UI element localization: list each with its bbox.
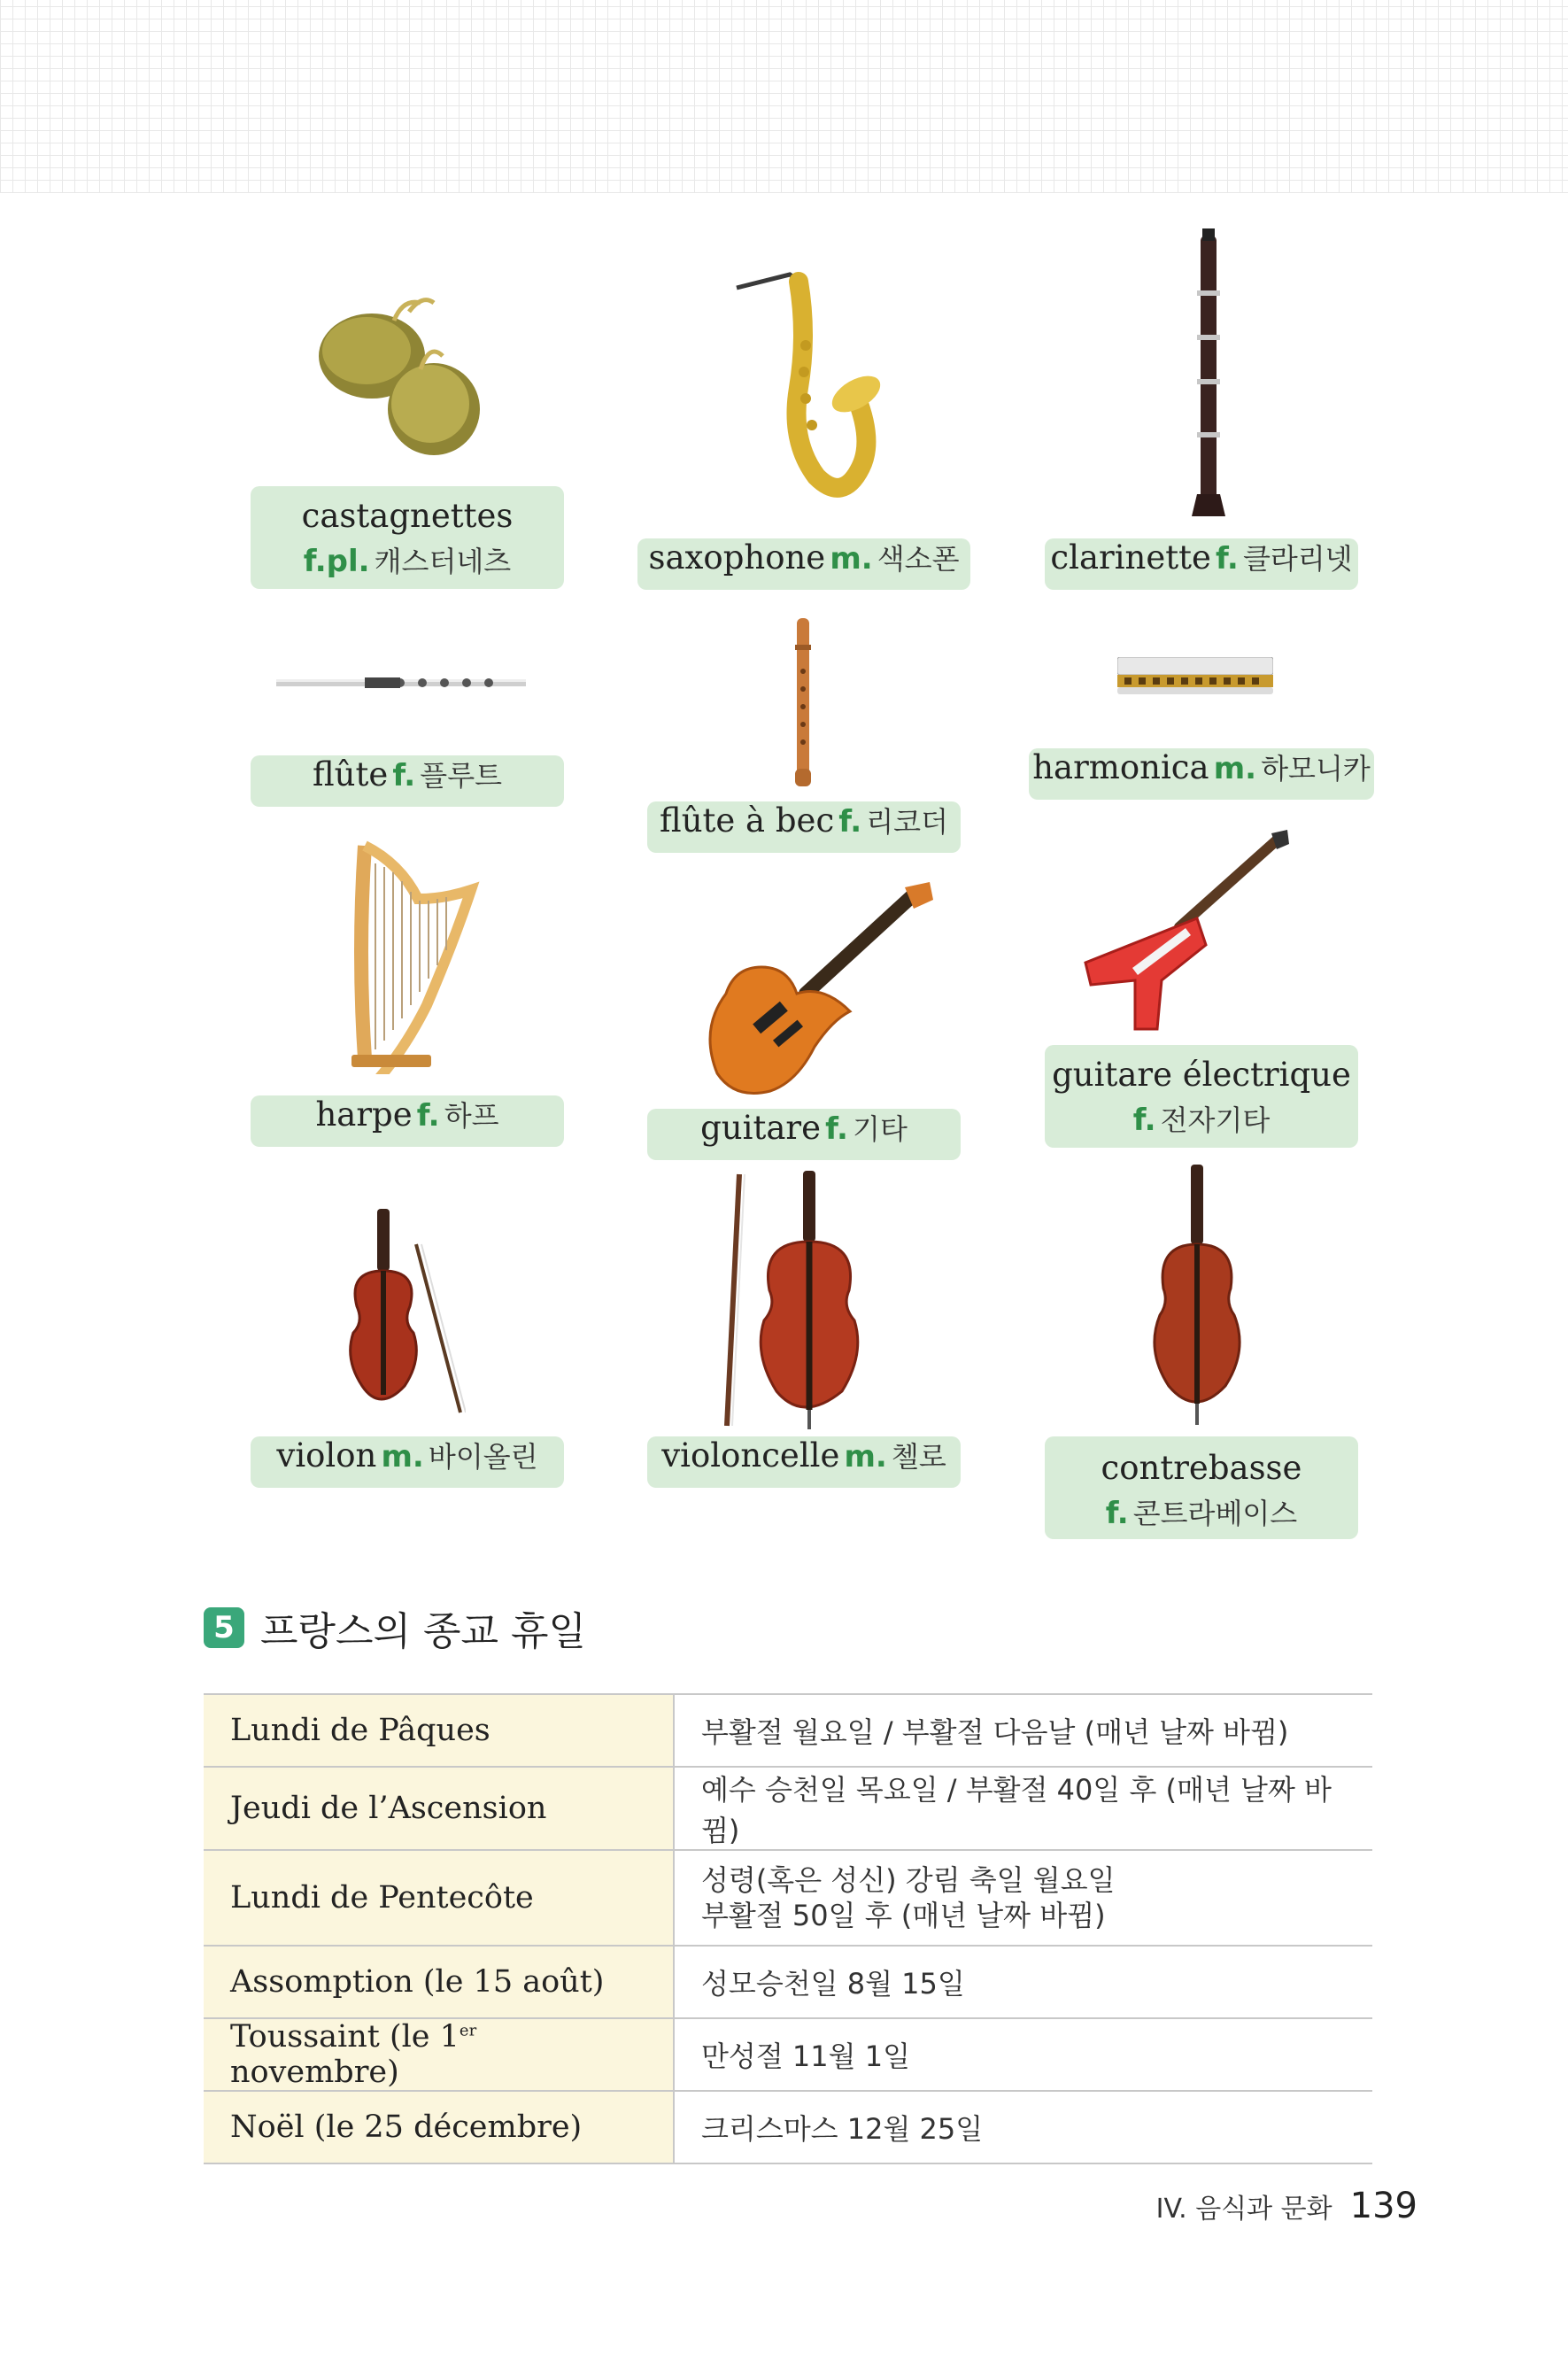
page-number: 139 [1349,2186,1417,2226]
contrabass-image [1147,1165,1249,1425]
harp-image [347,837,480,1074]
label-harmonica: harmonica m. 하모니카 [1029,748,1374,800]
table-row [204,1946,1372,2018]
holiday-korean: 예수 승천일 목요일 / 부활절 40일 후 (매년 날짜 바뀜) [674,1767,1372,1850]
page-footer [1156,2186,1417,2226]
holiday-french: Noël (le 25 décembre) [204,2091,674,2163]
guitar-image [699,879,935,1096]
holiday-french: Lundi de Pentecôte [204,1850,674,1946]
label-guitare: guitare f. 기타 [647,1109,961,1160]
label-castagnettes: castagnettes f.pl. 캐스터네츠 [251,486,564,589]
label-saxophone: saxophone m. 색소폰 [637,538,970,590]
holiday-french: Lundi de Pâques [204,1694,674,1767]
holiday-french: Assomption (le 15 août) [204,1946,674,2018]
section-number-badge: 5 [204,1607,244,1648]
table-row [204,1767,1372,1850]
table-row [204,2091,1372,2163]
table-row [204,1850,1372,1946]
holiday-french: Toussaint (le 1er novembre) [204,2018,674,2091]
saxophone-image [728,266,887,505]
holiday-korean: 부활절 월요일 / 부활절 다음날 (매년 날짜 바뀜) [674,1694,1372,1767]
harmonica-image [1117,657,1273,694]
header-grid-pattern [0,0,1568,193]
holiday-korean: 성령(혹은 성신) 강림 축일 월요일 부활절 50일 후 (매년 날짜 바뀜) [674,1850,1372,1946]
label-harpe: harpe f. 하프 [251,1095,564,1147]
violin-image [345,1209,466,1421]
section-title [204,1603,586,1653]
label-violoncelle: violoncelle m. 첼로 [647,1436,961,1488]
holidays-table [204,1693,1372,2164]
holiday-korean: 크리스마스 12월 25일 [674,2091,1372,2163]
label-clarinette: clarinette f. 클라리넷 [1045,538,1358,590]
castanets-image [310,285,505,462]
holiday-french: Jeudi de l’Ascension [204,1767,674,1850]
label-contrebasse: contrebasse f. 콘트라베이스 [1045,1436,1358,1539]
recorder-image [790,618,816,788]
table-row [204,2018,1372,2091]
chapter-label: IV. 음식과 문화 [1155,2194,1332,2225]
cello-image [722,1171,867,1429]
flute-image [276,670,526,696]
label-flute-a-bec: flûte à bec f. 리코더 [647,801,961,853]
label-flute: flûte f. 플루트 [251,755,564,807]
clarinet-image [1186,228,1231,521]
table-row [204,1694,1372,1767]
electric-guitar-image [1082,830,1289,1033]
holiday-korean: 만성절 11월 1일 [674,2018,1372,2091]
label-guitare-electrique: guitare électrique f. 전자기타 [1045,1045,1358,1148]
section-title-text: 프랑스의 종교 휴일 [260,1609,587,1654]
holiday-korean: 성모승천일 8월 15일 [674,1946,1372,2018]
label-violon: violon m. 바이올린 [251,1436,564,1488]
